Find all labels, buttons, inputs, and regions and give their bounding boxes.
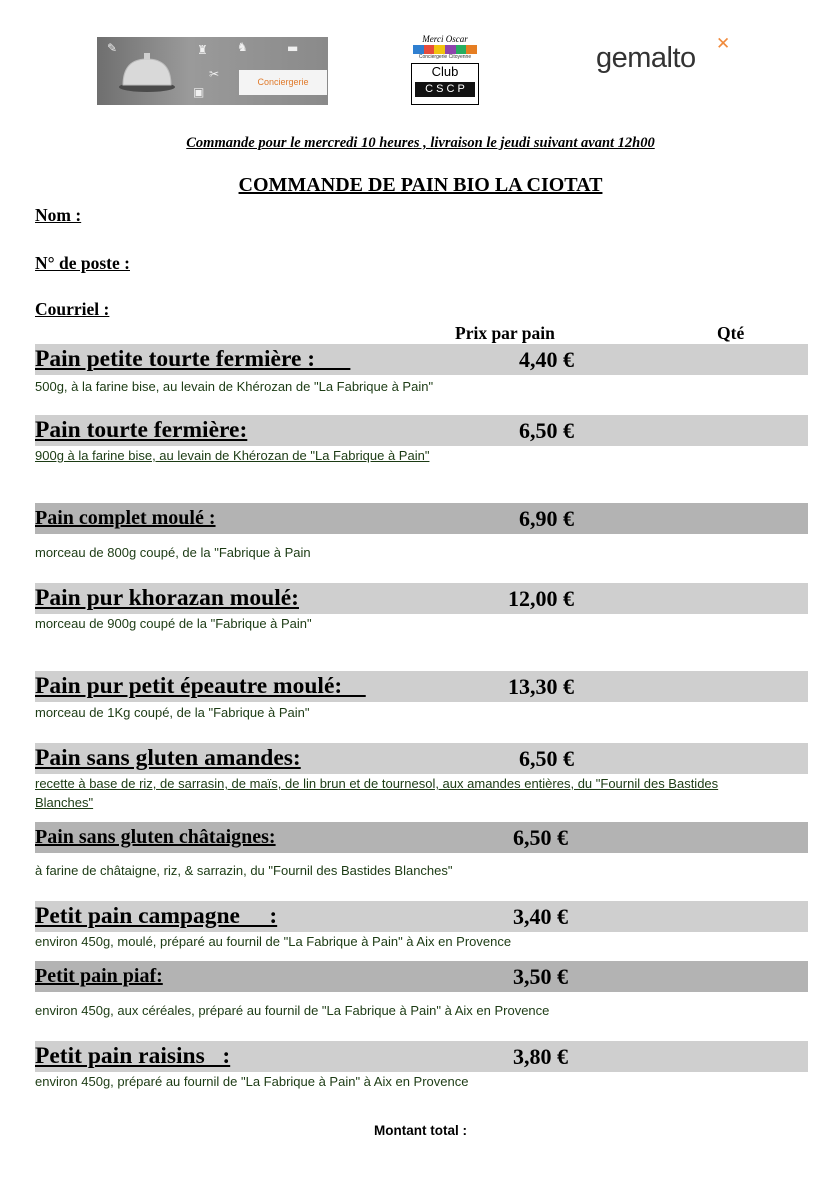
gemalto-star-icon: ✕ bbox=[716, 34, 730, 53]
product-name: Petit pain raisins : bbox=[35, 1043, 231, 1069]
oscar-strip-segment bbox=[466, 45, 477, 54]
oscar-strip-segment bbox=[445, 45, 456, 54]
product-name: Pain sans gluten châtaignes: bbox=[35, 826, 276, 848]
product-description: environ 450g, aux céréales, préparé au fournil de "La Fabrique à Pain" à Aix en Provence bbox=[35, 1003, 550, 1018]
product-price: 4,40 € bbox=[519, 347, 574, 372]
product-name: Pain pur petit épeautre moulé: bbox=[35, 673, 366, 699]
oscar-color-strip bbox=[413, 45, 477, 54]
product-price: 3,50 € bbox=[513, 964, 568, 989]
product-price: 13,30 € bbox=[508, 674, 574, 699]
product-description: 900g à la farine bise, au levain de Khérozan de "La Fabrique à Pain" bbox=[35, 448, 430, 463]
car-icon: ▬ bbox=[287, 41, 299, 55]
club-title: Club bbox=[431, 64, 459, 79]
oscar-strip-segment bbox=[413, 45, 424, 54]
oscar-strip-segment bbox=[424, 45, 435, 54]
gemalto-logo bbox=[596, 34, 730, 75]
product-price: 6,50 € bbox=[519, 418, 574, 443]
product-description: morceau de 900g coupé de la "Fabrique à Pain" bbox=[35, 616, 312, 631]
product-price: 3,80 € bbox=[513, 1044, 568, 1069]
shirt-icon: ♜ bbox=[197, 43, 208, 57]
product-name: Pain pur khorazan moulé: bbox=[35, 585, 299, 611]
oscar-strip-segment bbox=[456, 45, 467, 54]
product-price: 12,00 € bbox=[508, 586, 574, 611]
product-description: environ 450g, moulé, préparé au fournil de "La Fabrique à Pain" à Aix en Provence bbox=[35, 934, 512, 949]
oscar-subtitle: Conciergerie Citoyenne bbox=[418, 54, 472, 60]
product-description: à farine de châtaigne, riz, & sarrazin, du "Fournil des Bastides Blanches" bbox=[35, 863, 453, 878]
product-name: Pain sans gluten amandes: bbox=[35, 745, 301, 771]
post-field-label: N° de poste : bbox=[35, 253, 130, 273]
shoe-icon: ♞ bbox=[237, 40, 248, 54]
product-price: 6,50 € bbox=[513, 825, 568, 850]
page-title: COMMANDE DE PAIN BIO LA CIOTAT bbox=[238, 174, 603, 196]
delivery-note: Commande pour le mercredi 10 heures , livraison le jeudi suivant avant 12h00 bbox=[186, 135, 655, 151]
price-column-header: Prix par pain bbox=[455, 323, 555, 343]
club-code: C S C P bbox=[415, 82, 475, 97]
total-amount-label: Montant total : bbox=[374, 1123, 467, 1138]
merci-oscar-name: Merci Oscar bbox=[422, 34, 468, 44]
name-field-label: Nom : bbox=[35, 205, 82, 225]
gemalto-wordmark: gemalto bbox=[596, 42, 696, 74]
hanger-icon: ✎ bbox=[107, 41, 118, 55]
product-name: Petit pain piaf: bbox=[35, 965, 163, 987]
service-bell-icon bbox=[117, 51, 177, 93]
product-name: Pain petite tourte fermière : bbox=[35, 346, 351, 372]
scissors-icon: ✂ bbox=[209, 67, 220, 81]
product-description: morceau de 1Kg coupé, de la "Fabrique à Pain" bbox=[35, 705, 310, 720]
conciergerie-logo bbox=[97, 37, 328, 105]
product-price: 6,90 € bbox=[519, 506, 574, 531]
conciergerie-label: Conciergerie bbox=[239, 70, 327, 95]
qty-column-header: Qté bbox=[717, 323, 745, 343]
oscar-strip-segment bbox=[434, 45, 445, 54]
product-name: Pain complet moulé : bbox=[35, 507, 216, 529]
product-price: 6,50 € bbox=[519, 746, 574, 771]
gift-icon: ▣ bbox=[193, 85, 205, 99]
product-name: Pain tourte fermière: bbox=[35, 417, 248, 443]
product-name: Petit pain campagne : bbox=[35, 903, 278, 929]
product-description: recette à base de riz, de sarrasin, de maïs, de lin brun et de tournesol, aux amandes entières, du "Fournil des Bastides Blanches" bbox=[35, 776, 719, 810]
product-price: 3,40 € bbox=[513, 904, 568, 929]
product-description: environ 450g, préparé au fournil de "La Fabrique à Pain" à Aix en Provence bbox=[35, 1074, 469, 1089]
product-description: morceau de 800g coupé, de la "Fabrique à Pain bbox=[35, 545, 311, 560]
club-cscp-logo bbox=[411, 63, 479, 105]
product-description: 500g, à la farine bise, au levain de Khérozan de "La Fabrique à Pain" bbox=[35, 379, 434, 394]
email-field-label: Courriel : bbox=[35, 299, 110, 319]
merci-oscar-logo bbox=[402, 24, 488, 110]
